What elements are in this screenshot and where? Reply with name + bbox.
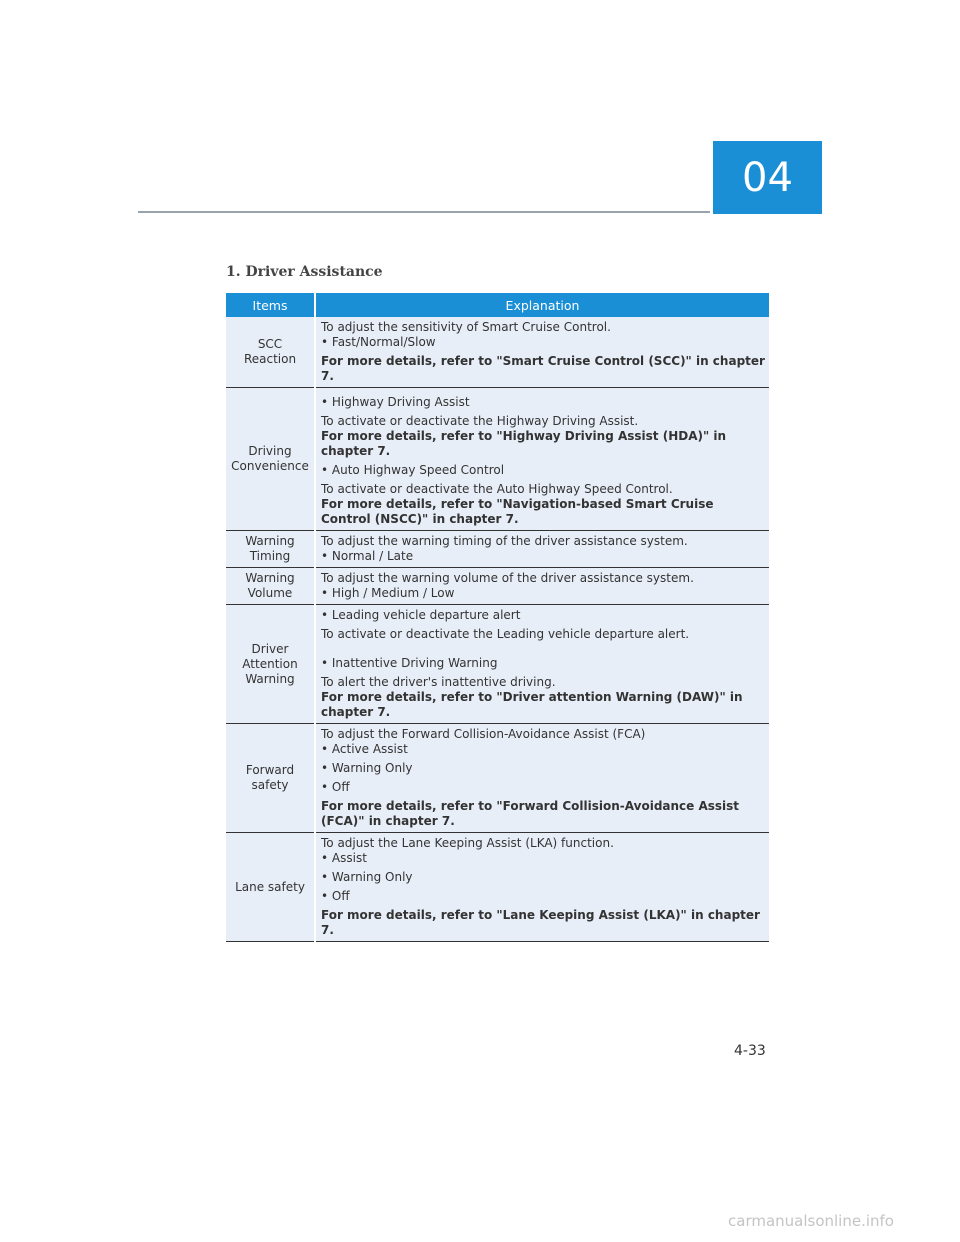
table-row (226, 605, 769, 724)
item-label-line: Driving (248, 444, 292, 458)
explanation-line: To adjust the sensitivity of Smart Cruise Control. (321, 320, 611, 334)
explanation-line: • Off (321, 780, 350, 794)
explanation-line: To activate or deactivate the Highway Driving Assist. (321, 414, 639, 428)
reference-note: For more details, refer to "Driver attention Warning (DAW)" in chapter 7. (321, 690, 743, 719)
table-row (226, 833, 769, 942)
row-explanation-cell (315, 317, 769, 388)
header-rule (138, 211, 710, 213)
row-item-cell (226, 388, 315, 531)
driver-assistance-table (226, 293, 769, 942)
section-title: 1. Driver Assistance (226, 264, 383, 280)
table-header-row (226, 293, 769, 317)
explanation-line: • Highway Driving Assist (321, 395, 470, 409)
row-item-cell (226, 568, 315, 605)
item-label-line: Convenience (231, 459, 309, 473)
explanation-line: • Assist (321, 851, 367, 865)
item-label-line: safety (251, 778, 289, 792)
table-row (226, 531, 769, 568)
reference-note: For more details, refer to "Highway Driving Assist (HDA)" in chapter 7. (321, 429, 727, 458)
explanation-line: • Auto Highway Speed Control (321, 463, 505, 477)
explanation-line: • Normal / Late (321, 549, 414, 563)
watermark: carmanualsonline.info (728, 1212, 894, 1230)
chapter-tab: 04 (713, 141, 822, 214)
reference-note: For more details, refer to "Navigation-based Smart Cruise Control (NSCC)" in chapter 7. (321, 497, 714, 526)
table-row (226, 388, 769, 531)
row-item-cell (226, 605, 315, 724)
explanation-line: • Warning Only (321, 761, 413, 775)
explanation-line: To adjust the Forward Collision-Avoidance Assist (FCA) (321, 727, 646, 741)
explanation-line: To activate or deactivate the Leading vehicle departure alert. (321, 627, 690, 641)
row-explanation-cell (315, 388, 769, 531)
row-explanation-cell (315, 605, 769, 724)
item-label-line: Reaction (243, 352, 297, 366)
table-row (226, 317, 769, 388)
item-label-line: Volume (247, 586, 293, 600)
explanation-line: To alert the driver's inattentive driving. (321, 675, 556, 689)
item-label-line: Timing (249, 549, 291, 563)
row-item-cell (226, 724, 315, 833)
explanation-line: To activate or deactivate the Auto Highway Speed Control. (321, 482, 673, 496)
page-number: 4-33 (734, 1043, 766, 1059)
row-explanation-cell (315, 724, 769, 833)
item-label-line: Attention (242, 656, 298, 671)
reference-note: For more details, refer to "Lane Keeping Assist (LKA)" in chapter 7. (321, 908, 760, 937)
row-explanation-cell (315, 568, 769, 605)
row-explanation-cell (315, 531, 769, 568)
row-explanation-cell (315, 833, 769, 942)
item-label-line: Warning (245, 571, 295, 585)
explanation-line: • High / Medium / Low (321, 586, 455, 600)
explanation-line: To adjust the Lane Keeping Assist (LKA) function. (321, 836, 614, 850)
item-label-line: SCC (257, 337, 283, 351)
explanation-line: To adjust the warning timing of the driver assistance system. (321, 534, 688, 548)
item-label-line: Driver (251, 641, 289, 656)
row-item-cell (226, 317, 315, 388)
explanation-line: • Leading vehicle departure alert (321, 608, 521, 622)
item-label-line: Warning (245, 534, 295, 548)
explanation-line: • Inattentive Driving Warning (321, 656, 498, 670)
explanation-line: • Warning Only (321, 870, 413, 884)
table-body (226, 317, 769, 942)
table-row (226, 724, 769, 833)
row-item-cell (226, 833, 315, 942)
table-row (226, 568, 769, 605)
explanation-line: To adjust the warning volume of the driver assistance system. (321, 571, 694, 585)
explanation-line: • Off (321, 889, 350, 903)
explanation-line: • Fast/Normal/Slow (321, 335, 436, 349)
item-label-line: Forward (245, 763, 295, 777)
item-label-line: Warning (245, 671, 295, 686)
explanation-line: • Active Assist (321, 742, 408, 756)
reference-note: For more details, refer to "Forward Collision-Avoidance Assist (FCA)" in chapter 7. (321, 799, 740, 828)
header-explanation: Explanation (315, 293, 769, 317)
row-item-cell (226, 531, 315, 568)
reference-note: For more details, refer to "Smart Cruise Control (SCC)" in chapter 7. (321, 354, 765, 383)
item-label-line: Lane safety (235, 879, 305, 894)
header-items: Items (226, 293, 315, 317)
